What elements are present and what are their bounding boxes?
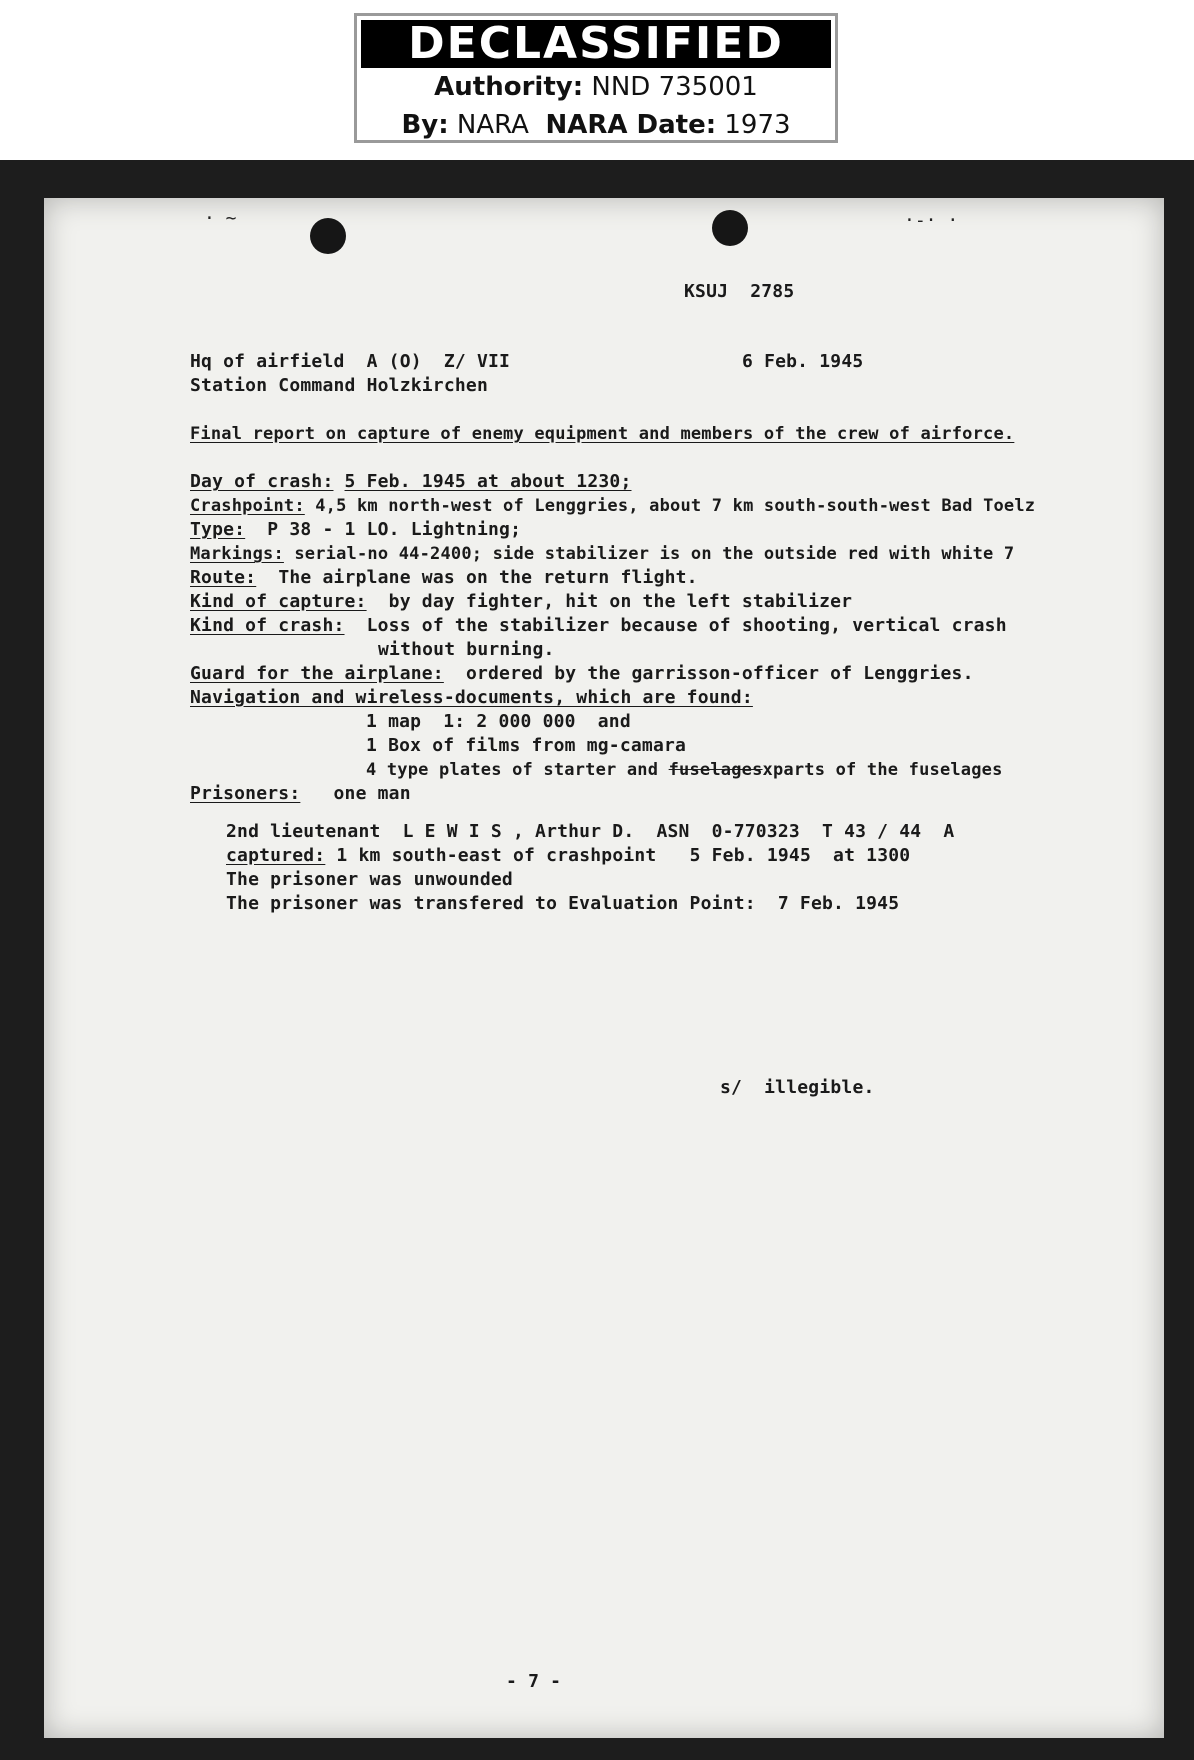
speck-mark: · ~ xyxy=(204,208,237,229)
field-value: 1 km south-east of crashpoint 5 Feb. 1945 at 1300 xyxy=(336,845,911,866)
stamp-by-label: By: xyxy=(401,110,449,140)
field-captured xyxy=(226,844,910,868)
field-crashpoint xyxy=(190,494,1035,518)
speck-mark: ·-· · xyxy=(904,210,959,231)
field-day-of-crash xyxy=(190,470,632,494)
stamp-authority-label: Authority: xyxy=(434,72,584,102)
header-line-1: Hq of airfield A (O) Z/ VII xyxy=(190,351,511,372)
nav-item-3-post: xparts of the fuselages xyxy=(762,760,1003,780)
field-type xyxy=(190,518,521,542)
field-label: Route: xyxy=(190,567,257,588)
field-kind-of-capture xyxy=(190,590,852,614)
reference-number: KSUJ 2785 xyxy=(684,281,795,302)
field-value: ordered by the garrisson-officer of Lenggries. xyxy=(465,663,974,684)
stamp-by-value: NARA xyxy=(456,110,529,140)
prisoner-identity: 2nd lieutenant L E W I S , Arthur D. ASN 0-770323 T 43 / 44 A xyxy=(226,821,955,842)
field-label: Guard for the airplane: xyxy=(190,663,444,684)
field-value: 5 Feb. 1945 at about 1230; xyxy=(344,471,632,492)
field-label: Type: xyxy=(190,519,246,540)
stamp-authority-value: NND 735001 xyxy=(591,72,758,102)
stamp-authority xyxy=(357,68,835,106)
document-date: 6 Feb. 1945 xyxy=(742,351,864,372)
stamp-date-value: 1973 xyxy=(724,110,791,140)
field-value: one man xyxy=(333,783,411,804)
field-value: 4,5 km north-west of Lenggries, about 7 km south-south-west Bad Toelz xyxy=(315,496,1036,516)
field-kind-of-crash xyxy=(190,614,1007,638)
stamp-title: DECLASSIFIED xyxy=(361,20,831,68)
header-line-2: Station Command Holzkirchen xyxy=(190,375,488,396)
field-value: Loss of the stabilizer because of shooting, vertical crash xyxy=(366,615,1007,636)
nav-item-3-struck: fuselages xyxy=(668,760,763,780)
punch-hole-left xyxy=(310,218,346,254)
field-route xyxy=(190,566,698,590)
nav-item-2: 1 Box of films from mg-camara xyxy=(366,735,687,756)
field-kind-of-crash-cont: without burning. xyxy=(378,639,555,660)
signature: s/ illegible. xyxy=(720,1077,875,1098)
nav-item-1: 1 map 1: 2 000 000 and xyxy=(366,711,631,732)
field-prisoners xyxy=(190,782,411,806)
field-value: by day fighter, hit on the left stabilizer xyxy=(388,591,853,612)
punch-hole-right xyxy=(712,210,748,246)
field-markings xyxy=(190,542,1014,566)
page-number: - 7 - xyxy=(506,1671,562,1692)
field-label: Day of crash: xyxy=(190,471,334,492)
field-navigation-label: Navigation and wireless-documents, which are found: xyxy=(190,687,753,708)
nav-item-3-pre: 4 type plates of starter and xyxy=(366,760,669,780)
field-label: Crashpoint: xyxy=(190,496,305,516)
stamp-date-label: NARA Date: xyxy=(545,110,717,140)
declassified-stamp xyxy=(354,13,838,143)
field-label: Kind of crash: xyxy=(190,615,345,636)
field-value: serial-no 44-2400; side stabilizer is on the outside red with white 7 xyxy=(294,544,1015,564)
field-value: The airplane was on the return flight. xyxy=(278,567,698,588)
field-label: Markings: xyxy=(190,544,284,564)
prisoner-unwounded: The prisoner was unwounded xyxy=(226,869,513,890)
prisoner-transfer: The prisoner was transfered to Evaluation Point: 7 Feb. 1945 xyxy=(226,893,900,914)
field-label: Kind of capture: xyxy=(190,591,367,612)
field-value: P 38 - 1 LO. Lightning; xyxy=(267,519,522,540)
document-page xyxy=(44,198,1164,1738)
nav-item-3 xyxy=(366,758,1003,782)
field-label: captured: xyxy=(226,845,326,866)
report-title: Final report on capture of enemy equipment and members of the crew of airforce. xyxy=(190,424,1015,444)
field-label: Prisoners: xyxy=(190,783,301,804)
field-guard xyxy=(190,662,974,686)
stamp-by-date xyxy=(357,106,835,144)
